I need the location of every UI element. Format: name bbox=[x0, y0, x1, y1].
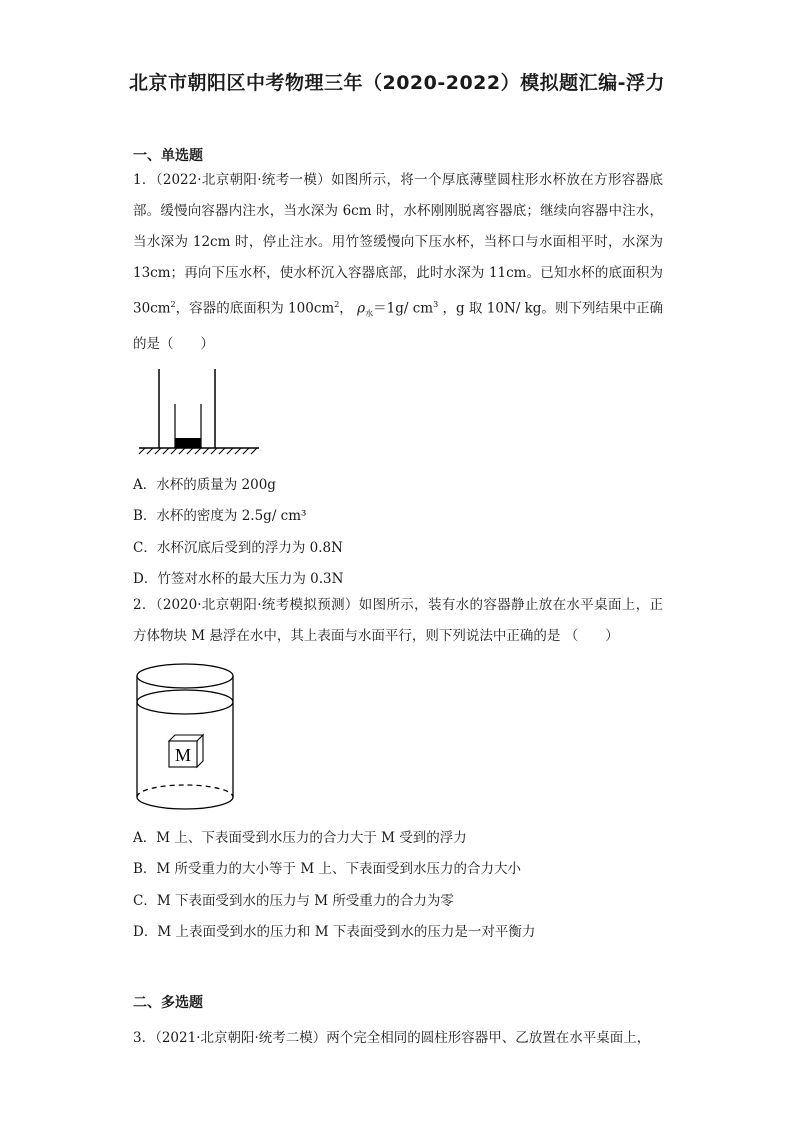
q1-text-b: ，容器的底面积为 100cm bbox=[175, 300, 335, 317]
figure-cylinder-with-cube bbox=[135, 662, 237, 812]
q1-option-d: D．竹签对水杯的最大压力为 0.3N bbox=[133, 571, 344, 587]
rho-symbol: ρ bbox=[357, 300, 366, 317]
q1-option-b: B．水杯的密度为 2.5g/ cm³ bbox=[133, 508, 307, 524]
section-heading-multi-choice: 二、多选题 bbox=[133, 995, 203, 1011]
rho-subscript: 水 bbox=[365, 309, 374, 319]
q2-option-c: C．M 下表面受到水的压力与 M 所受重力的合力为零 bbox=[133, 893, 454, 909]
q1-text-d: ＝1g/ cm bbox=[373, 300, 434, 317]
question-3-stem: 3．（2021·北京朝阳·统考二模）两个完全相同的圆柱形容器甲、乙放置在水平桌面上， bbox=[133, 1030, 651, 1046]
q1-option-a: A．水杯的质量为 200g bbox=[133, 477, 276, 493]
q1-option-c: C．水杯沉底后受到的浮力为 0.8N bbox=[133, 540, 343, 556]
q1-text-c: ， bbox=[339, 300, 353, 317]
figure-container-with-cup bbox=[137, 365, 267, 455]
q1-sup: 2 bbox=[170, 300, 176, 309]
question-1-stem bbox=[133, 165, 663, 360]
q1-sup: 3 bbox=[433, 300, 439, 309]
q2-option-d: D．M 上表面受到水的压力和 M 下表面受到水的压力是一对平衡力 bbox=[133, 924, 536, 940]
q2-option-a: A．M 上、下表面受到水压力的合力大于 M 受到的浮力 bbox=[133, 830, 467, 846]
q1-text-e: ，g 取 10N/ kg。则下列结果中正确的是（ ） bbox=[133, 300, 664, 353]
page-title: 北京市朝阳区中考物理三年（2020-2022）模拟题汇编-浮力 bbox=[128, 72, 666, 94]
section-heading-single-choice: 一、单选题 bbox=[133, 148, 203, 164]
cube-label-m: M bbox=[174, 745, 192, 765]
q1-sup: 2 bbox=[334, 300, 340, 309]
q2-option-b: B．M 所受重力的大小等于 M 上、下表面受到水压力的合力大小 bbox=[133, 861, 521, 877]
q1-text-a: 1．（2022·北京朝阳·统考一模）如图所示，将一个厚底薄壁圆柱形水杯放在方形容器底部。缓慢向容器内注水，当水深为 6cm 时，水杯刚刚脱离容器底；继续向容器中注水，当水深为 12cm 时，停止注水。用竹签缓慢向下压水杯，当杯口与水面相平时，水深为 13cm；再向下压水杯，使水杯沉入容器底部，此时水深为 11cm。已知水杯的底面积为 30cm bbox=[133, 172, 663, 317]
question-2-stem: 2．（2020·北京朝阳·统考模拟预测）如图所示，装有水的容器静止放在水平桌面上，正方体物块 M 悬浮在水中，其上表面与水面平行，则下列说法中正确的是 （ ） bbox=[133, 597, 663, 644]
